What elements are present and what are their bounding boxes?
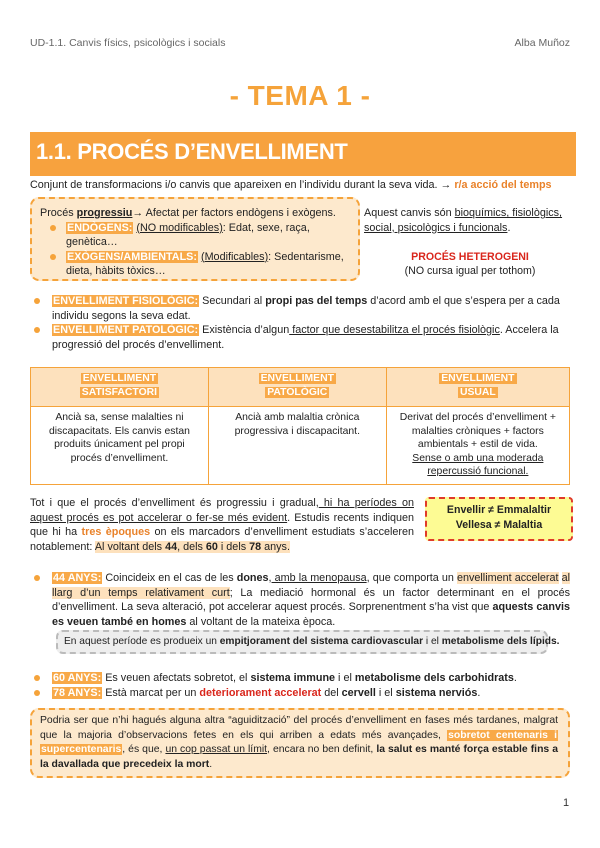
header-patologic: ENVELLIMENT PATOLÒGIC <box>208 368 386 407</box>
header-usual: ENVELLIMENT USUAL <box>386 368 569 407</box>
intro-accent: r/a acció del temps <box>454 179 552 191</box>
bullet-icon <box>34 575 40 581</box>
grey-note-text: En aquest període es produeix un empitjorament del sistema cardiovascular i el metabolisme dels lípids. <box>64 636 560 647</box>
periodes-paragraph: Tot i que el procés d’envelliment és progressiu i gradual, hi ha períodes on aquest procés es pot accelerar o fer-se més evident. Estudis recents indiquen que hi ha tres èpoques on els marcadors d’envelliment estudiats s’acceleren notablement: Al voltant dels 44, dels 60 i dels 78 anys. <box>30 497 414 553</box>
fisiologic-item: ENVELLIMENT FISIOLÒGIC: Secundari al propi pas del temps d’acord amb el que s’espera per a cada individu segons la seva edat. <box>52 294 576 323</box>
heterogeni-title: PROCÉS HETEROGENI <box>411 251 529 263</box>
document-header-left: UD-1.1. Canvis físics, psicològics i socials <box>30 37 226 49</box>
side-text: Aquest canvis són bioquímics, fisiològics, social, psicològics i funcionals. <box>364 207 563 234</box>
bullet-icon <box>34 690 40 696</box>
callout-box <box>425 497 573 541</box>
intro-line: Conjunt de transformacions i/o canvis que apareixen en l’individu durant la seva vida. → r/a acció del temps <box>30 179 552 191</box>
page-number: 1 <box>563 797 570 809</box>
section-title: 1.1. PROCÉS D’ENVELLIMENT <box>36 139 348 164</box>
document-header-right: Alba Muñoz <box>514 37 570 49</box>
proces-line: Procés progressiu→ Afectat per factors endògens i exògens. <box>40 207 336 219</box>
header-satisfactori: ENVELLIMENT SATISFACTORI <box>31 368 209 407</box>
b60-item: 60 ANYS: Es veuen afectats sobretot, el sistema immune i el metabolisme dels carbohidrats. <box>52 671 570 686</box>
section-title-bar <box>30 132 576 176</box>
bullet-icon <box>50 254 56 260</box>
heterogeni-sub: (NO cursa igual per tothom) <box>404 265 536 277</box>
bullet-icon <box>34 675 40 681</box>
b44-item: 44 ANYS: Coincideix en el cas de les dones, amb la menopausa, que comporta un envelliment accelerat al llarg d’un temps relativament curt; La mediació hormonal és un factor determinant en el procés d’envelliment. La seva alteració, pot accelerar aquest procés. Sorprenentment s’ha vist que aquests canvis es veuen també en homes al voltant de la mateixa època. <box>52 571 570 629</box>
cell-usual: Derivat del procés d’envelliment + malalties cròniques + factors ambientals + estil de vida. Sense o amb una moderada repercussió funcional. <box>386 407 569 485</box>
table-row <box>31 407 570 485</box>
callout-line-2: Vellesa ≠ Malaltia <box>455 518 543 531</box>
proces-box-content <box>40 206 356 279</box>
callout-line-1: Envellir ≠ Emmalaltir <box>446 504 552 516</box>
table-header-row <box>31 368 570 407</box>
patologic-item: ENVELLIMENT PATOLÒGIC: Existència d’algun factor que desestabilitza el procés fisiològic. Accelera la progressió del procés d’envelliment. <box>52 323 576 352</box>
cell-patologic: Ancià amb malaltia crònica progressiva i discapacitant. <box>208 407 386 485</box>
bullet-icon <box>34 327 40 333</box>
bullet-icon <box>34 298 40 304</box>
heterogeni-block <box>364 250 576 278</box>
bullet-icon <box>50 225 56 231</box>
final-box-text: Podria ser que n’hi hagués alguna altra “aguidització” del procés d’envelliment en fases més tardanes, malgrat que la majoria d’observacions fetes en els qui arriben a edats més avançades, sobretot centenaris i supercentenaris, és que, un cop passat un límit, encara no ben definit, la salut es manté força estable fins a la davallada que precedeix la mort. <box>40 715 559 770</box>
envelliment-table <box>30 367 570 485</box>
endo-item: ENDÒGENS: (NO modificables): Edat, sexe, raça, genètica… <box>40 221 356 250</box>
tema-title: - TEMA 1 - <box>229 80 371 111</box>
b78-item: 78 ANYS: Està marcat per un deteriorament accelerat del cervell i el sistema nerviós. <box>52 686 570 701</box>
exo-item: EXÒGENS/AMBIENTALS: (Modificables): Sedentarisme, dieta, hàbits tòxics… <box>40 250 356 279</box>
cell-satisfactori: Ancià sa, sense malalties ni discapacitats. Els canvis estan produits únicament pel propi procés d’envelliment. <box>31 407 209 485</box>
